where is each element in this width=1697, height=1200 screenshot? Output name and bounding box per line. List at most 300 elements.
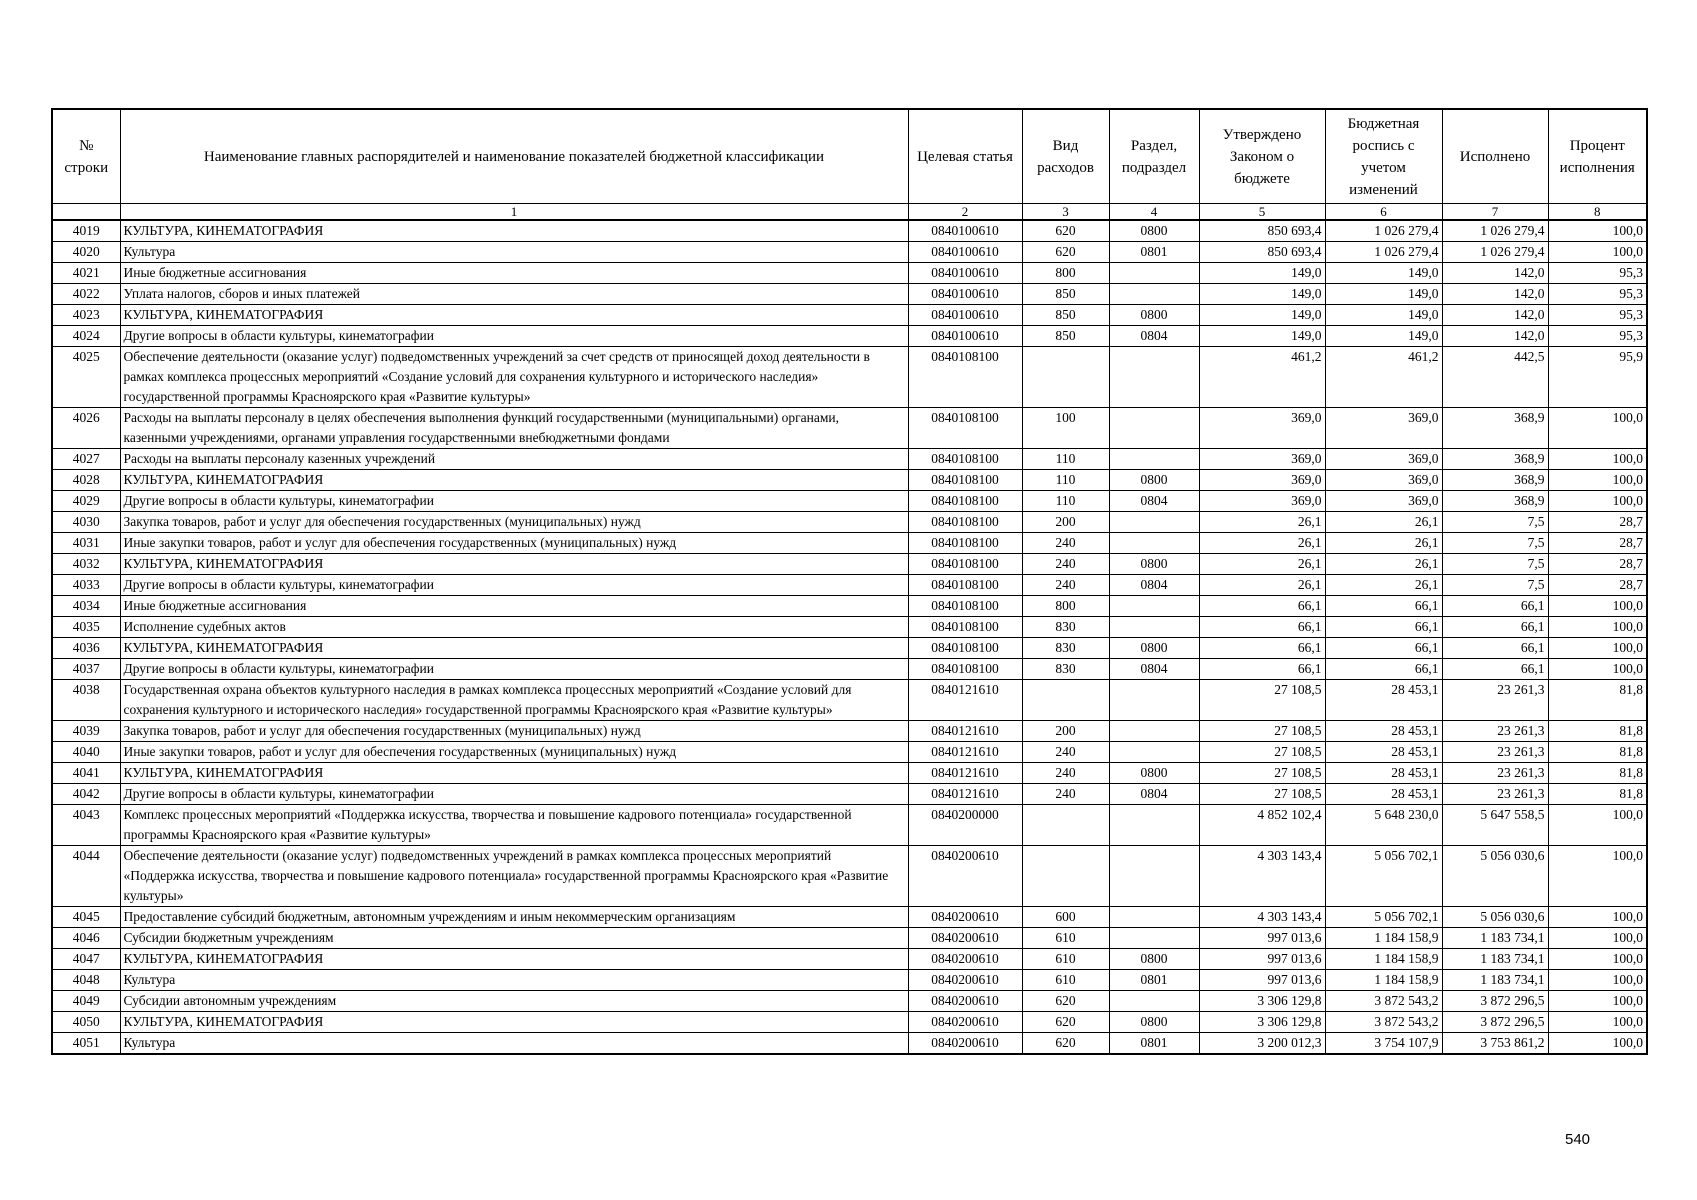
approved-amount-cell: 149,0 [1199,284,1325,305]
target-article-cell: 0840121610 [908,742,1022,763]
target-article-cell: 0840200610 [908,928,1022,949]
row-name-cell: КУЛЬТУРА, КИНЕМАТОГРАФИЯ [120,949,908,970]
table-header-row [52,109,1647,204]
approved-amount-cell: 3 200 012,3 [1199,1033,1325,1055]
expense-type-cell: 800 [1022,263,1109,284]
target-article-cell: 0840121610 [908,784,1022,805]
execution-percent-cell: 81,8 [1548,784,1647,805]
section-cell [1109,596,1199,617]
table-row [52,638,1647,659]
section-cell [1109,742,1199,763]
execution-percent-cell: 100,0 [1548,846,1647,907]
row-name-cell: Обеспечение деятельности (оказание услуг) подведомственных учреждений в рамках комплекса процессных мероприятий «Поддержка искусства, творчества и повышение кадрового потенциала» государственной программы Красноярского края «Развитие культуры» [120,846,908,907]
budget-schedule-cell: 369,0 [1325,408,1442,449]
budget-schedule-cell: 66,1 [1325,659,1442,680]
table-body [52,220,1647,1054]
row-name-cell: Исполнение судебных актов [120,617,908,638]
table-row [52,617,1647,638]
column-number-cell: 6 [1325,204,1442,221]
table-row [52,470,1647,491]
header-cell: Утверждено Законом о бюджете [1199,109,1325,204]
approved-amount-cell: 997 013,6 [1199,928,1325,949]
approved-amount-cell: 369,0 [1199,408,1325,449]
expense-type-cell: 110 [1022,470,1109,491]
row-name-cell: Субсидии автономным учреждениям [120,991,908,1012]
row-number-cell: 4047 [52,949,120,970]
execution-percent-cell: 100,0 [1548,638,1647,659]
executed-amount-cell: 3 753 861,2 [1442,1033,1548,1055]
column-number-cell: 4 [1109,204,1199,221]
executed-amount-cell: 7,5 [1442,575,1548,596]
row-number-cell: 4048 [52,970,120,991]
table-row [52,326,1647,347]
header-cell: Вид расходов [1022,109,1109,204]
budget-schedule-cell: 28 453,1 [1325,763,1442,784]
executed-amount-cell: 7,5 [1442,533,1548,554]
expense-type-cell: 110 [1022,449,1109,470]
budget-schedule-cell: 26,1 [1325,512,1442,533]
table-row [52,784,1647,805]
row-name-cell: Другие вопросы в области культуры, кинематографии [120,326,908,347]
row-name-cell: Субсидии бюджетным учреждениям [120,928,908,949]
row-name-cell: Уплата налогов, сборов и иных платежей [120,284,908,305]
execution-percent-cell: 100,0 [1548,991,1647,1012]
row-name-cell: Другие вопросы в области культуры, кинематографии [120,784,908,805]
row-name-cell: Иные закупки товаров, работ и услуг для обеспечения государственных (муниципальных) нужд [120,533,908,554]
expense-type-cell: 620 [1022,1012,1109,1033]
executed-amount-cell: 23 261,3 [1442,680,1548,721]
table-row [52,742,1647,763]
row-name-cell: Обеспечение деятельности (оказание услуг) подведомственных учреждений за счет средств от приносящей доход деятельности в рамках комплекса процессных мероприятий «Создание условий для сохранения культурного и исторического наследия» государственной программы Красноярского края «Развитие культуры» [120,347,908,408]
budget-schedule-cell: 66,1 [1325,638,1442,659]
budget-schedule-cell: 5 648 230,0 [1325,805,1442,846]
row-name-cell: Другие вопросы в области культуры, кинематографии [120,491,908,512]
expense-type-cell: 240 [1022,533,1109,554]
approved-amount-cell: 997 013,6 [1199,949,1325,970]
table-row [52,949,1647,970]
approved-amount-cell: 369,0 [1199,449,1325,470]
target-article-cell: 0840200610 [908,1012,1022,1033]
executed-amount-cell: 442,5 [1442,347,1548,408]
expense-type-cell: 620 [1022,242,1109,263]
row-number-cell: 4044 [52,846,120,907]
executed-amount-cell: 5 056 030,6 [1442,907,1548,928]
header-cell: № строки [52,109,120,204]
row-number-cell: 4028 [52,470,120,491]
executed-amount-cell: 5 056 030,6 [1442,846,1548,907]
row-number-cell: 4042 [52,784,120,805]
executed-amount-cell: 368,9 [1442,408,1548,449]
section-cell [1109,805,1199,846]
section-cell [1109,263,1199,284]
row-number-cell: 4021 [52,263,120,284]
target-article-cell: 0840108100 [908,596,1022,617]
section-cell: 0804 [1109,491,1199,512]
executed-amount-cell: 5 647 558,5 [1442,805,1548,846]
row-number-cell: 4036 [52,638,120,659]
execution-percent-cell: 100,0 [1548,1033,1647,1055]
approved-amount-cell: 4 303 143,4 [1199,907,1325,928]
expense-type-cell: 850 [1022,305,1109,326]
target-article-cell: 0840108100 [908,659,1022,680]
execution-percent-cell: 28,7 [1548,533,1647,554]
row-name-cell: Закупка товаров, работ и услуг для обеспечения государственных (муниципальных) нужд [120,721,908,742]
execution-percent-cell: 81,8 [1548,742,1647,763]
expense-type-cell: 830 [1022,638,1109,659]
expense-type-cell: 610 [1022,970,1109,991]
table-row [52,512,1647,533]
section-cell [1109,408,1199,449]
executed-amount-cell: 66,1 [1442,617,1548,638]
target-article-cell: 0840108100 [908,533,1022,554]
budget-schedule-cell: 149,0 [1325,305,1442,326]
table-row [52,970,1647,991]
budget-schedule-cell: 369,0 [1325,470,1442,491]
budget-schedule-cell: 1 184 158,9 [1325,970,1442,991]
row-number-cell: 4035 [52,617,120,638]
execution-percent-cell: 100,0 [1548,928,1647,949]
target-article-cell: 0840121610 [908,680,1022,721]
target-article-cell: 0840200610 [908,949,1022,970]
section-cell: 0801 [1109,242,1199,263]
target-article-cell: 0840200610 [908,991,1022,1012]
header-cell: Процент исполнения [1548,109,1647,204]
section-cell: 0800 [1109,305,1199,326]
section-cell [1109,991,1199,1012]
table-row [52,533,1647,554]
budget-table [51,108,1648,1055]
table-row [52,763,1647,784]
execution-percent-cell: 95,9 [1548,347,1647,408]
column-number-cell: 7 [1442,204,1548,221]
execution-percent-cell: 81,8 [1548,763,1647,784]
target-article-cell: 0840108100 [908,638,1022,659]
section-cell: 0804 [1109,659,1199,680]
execution-percent-cell: 100,0 [1548,596,1647,617]
section-cell: 0804 [1109,784,1199,805]
table-row [52,805,1647,846]
row-name-cell: Другие вопросы в области культуры, кинематографии [120,575,908,596]
approved-amount-cell: 27 108,5 [1199,721,1325,742]
budget-schedule-cell: 5 056 702,1 [1325,907,1442,928]
row-number-cell: 4040 [52,742,120,763]
expense-type-cell: 200 [1022,512,1109,533]
section-cell: 0801 [1109,970,1199,991]
table-row [52,721,1647,742]
approved-amount-cell: 66,1 [1199,659,1325,680]
table-row [52,596,1647,617]
section-cell [1109,512,1199,533]
execution-percent-cell: 100,0 [1548,491,1647,512]
row-name-cell: КУЛЬТУРА, КИНЕМАТОГРАФИЯ [120,470,908,491]
target-article-cell: 0840108100 [908,512,1022,533]
row-name-cell: Закупка товаров, работ и услуг для обеспечения государственных (муниципальных) нужд [120,512,908,533]
table-row [52,284,1647,305]
executed-amount-cell: 368,9 [1442,491,1548,512]
table-row [52,347,1647,408]
execution-percent-cell: 100,0 [1548,449,1647,470]
approved-amount-cell: 461,2 [1199,347,1325,408]
row-number-cell: 4019 [52,220,120,242]
expense-type-cell: 830 [1022,659,1109,680]
approved-amount-cell: 3 306 129,8 [1199,1012,1325,1033]
expense-type-cell: 600 [1022,907,1109,928]
row-name-cell: Культура [120,242,908,263]
approved-amount-cell: 4 852 102,4 [1199,805,1325,846]
approved-amount-cell: 149,0 [1199,263,1325,284]
section-cell [1109,347,1199,408]
approved-amount-cell: 26,1 [1199,512,1325,533]
execution-percent-cell: 100,0 [1548,1012,1647,1033]
approved-amount-cell: 997 013,6 [1199,970,1325,991]
header-cell: Раздел, подраздел [1109,109,1199,204]
expense-type-cell: 850 [1022,326,1109,347]
expense-type-cell: 620 [1022,1033,1109,1055]
executed-amount-cell: 66,1 [1442,596,1548,617]
column-number-cell: 3 [1022,204,1109,221]
row-number-cell: 4039 [52,721,120,742]
budget-schedule-cell: 26,1 [1325,575,1442,596]
expense-type-cell [1022,347,1109,408]
header-cell: Исполнено [1442,109,1548,204]
table-row [52,680,1647,721]
approved-amount-cell: 149,0 [1199,326,1325,347]
expense-type-cell [1022,805,1109,846]
row-number-cell: 4033 [52,575,120,596]
executed-amount-cell: 142,0 [1442,284,1548,305]
executed-amount-cell: 1 026 279,4 [1442,220,1548,242]
target-article-cell: 0840108100 [908,347,1022,408]
row-number-cell: 4023 [52,305,120,326]
row-number-cell: 4020 [52,242,120,263]
row-number-cell: 4024 [52,326,120,347]
table-row [52,263,1647,284]
executed-amount-cell: 23 261,3 [1442,784,1548,805]
executed-amount-cell: 23 261,3 [1442,721,1548,742]
budget-schedule-cell: 369,0 [1325,491,1442,512]
expense-type-cell [1022,680,1109,721]
execution-percent-cell: 95,3 [1548,263,1647,284]
row-number-cell: 4037 [52,659,120,680]
row-number-cell: 4046 [52,928,120,949]
section-cell: 0800 [1109,1012,1199,1033]
execution-percent-cell: 100,0 [1548,242,1647,263]
execution-percent-cell: 100,0 [1548,970,1647,991]
expense-type-cell: 620 [1022,991,1109,1012]
approved-amount-cell: 369,0 [1199,491,1325,512]
section-cell: 0801 [1109,1033,1199,1055]
table-row [52,491,1647,512]
section-cell [1109,846,1199,907]
expense-type-cell: 800 [1022,596,1109,617]
budget-schedule-cell: 1 026 279,4 [1325,220,1442,242]
approved-amount-cell: 27 108,5 [1199,680,1325,721]
approved-amount-cell: 369,0 [1199,470,1325,491]
row-name-cell: Культура [120,1033,908,1055]
execution-percent-cell: 28,7 [1548,554,1647,575]
column-number-cell [52,204,120,221]
target-article-cell: 0840200610 [908,907,1022,928]
row-number-cell: 4025 [52,347,120,408]
table-row [52,220,1647,242]
row-name-cell: Иные бюджетные ассигнования [120,596,908,617]
column-number-cell: 2 [908,204,1022,221]
budget-schedule-cell: 369,0 [1325,449,1442,470]
row-number-cell: 4029 [52,491,120,512]
executed-amount-cell: 142,0 [1442,305,1548,326]
section-cell [1109,680,1199,721]
execution-percent-cell: 95,3 [1548,305,1647,326]
target-article-cell: 0840108100 [908,617,1022,638]
target-article-cell: 0840108100 [908,554,1022,575]
execution-percent-cell: 100,0 [1548,805,1647,846]
expense-type-cell: 100 [1022,408,1109,449]
execution-percent-cell: 95,3 [1548,326,1647,347]
expense-type-cell: 240 [1022,763,1109,784]
expense-type-cell: 610 [1022,949,1109,970]
section-cell [1109,284,1199,305]
row-name-cell: КУЛЬТУРА, КИНЕМАТОГРАФИЯ [120,220,908,242]
approved-amount-cell: 66,1 [1199,617,1325,638]
approved-amount-cell: 27 108,5 [1199,742,1325,763]
section-cell: 0800 [1109,220,1199,242]
budget-schedule-cell: 3 754 107,9 [1325,1033,1442,1055]
header-cell: Целевая статья [908,109,1022,204]
executed-amount-cell: 368,9 [1442,470,1548,491]
table-row [52,242,1647,263]
target-article-cell: 0840108100 [908,408,1022,449]
expense-type-cell: 200 [1022,721,1109,742]
executed-amount-cell: 66,1 [1442,638,1548,659]
section-cell: 0804 [1109,326,1199,347]
target-article-cell: 0840100610 [908,220,1022,242]
target-article-cell: 0840108100 [908,470,1022,491]
target-article-cell: 0840100610 [908,242,1022,263]
execution-percent-cell: 100,0 [1548,617,1647,638]
target-article-cell: 0840200000 [908,805,1022,846]
table-row [52,907,1647,928]
executed-amount-cell: 3 872 296,5 [1442,991,1548,1012]
column-number-row [52,204,1647,221]
budget-schedule-cell: 149,0 [1325,284,1442,305]
row-number-cell: 4045 [52,907,120,928]
row-name-cell: Предоставление субсидий бюджетным, автономным учреждениям и иным некоммерческим организациям [120,907,908,928]
table-row [52,1012,1647,1033]
target-article-cell: 0840100610 [908,326,1022,347]
page-number: 540 [1565,1131,1591,1148]
target-article-cell: 0840121610 [908,763,1022,784]
header-cell: Наименование главных распорядителей и наименование показателей бюджетной классификации [120,109,908,204]
row-name-cell: Комплекс процессных мероприятий «Поддержка искусства, творчества и повышение кадрового потенциала» государственной программы Красноярского края «Развитие культуры» [120,805,908,846]
target-article-cell: 0840100610 [908,263,1022,284]
row-number-cell: 4026 [52,408,120,449]
section-cell: 0800 [1109,638,1199,659]
executed-amount-cell: 7,5 [1442,512,1548,533]
execution-percent-cell: 28,7 [1548,575,1647,596]
target-article-cell: 0840200610 [908,846,1022,907]
execution-percent-cell: 100,0 [1548,659,1647,680]
approved-amount-cell: 26,1 [1199,575,1325,596]
table-row [52,554,1647,575]
budget-schedule-cell: 3 872 543,2 [1325,1012,1442,1033]
target-article-cell: 0840108100 [908,491,1022,512]
executed-amount-cell: 368,9 [1442,449,1548,470]
execution-percent-cell: 81,8 [1548,680,1647,721]
target-article-cell: 0840108100 [908,575,1022,596]
row-name-cell: КУЛЬТУРА, КИНЕМАТОГРАФИЯ [120,305,908,326]
expense-type-cell: 240 [1022,554,1109,575]
executed-amount-cell: 66,1 [1442,659,1548,680]
execution-percent-cell: 100,0 [1548,408,1647,449]
expense-type-cell: 240 [1022,742,1109,763]
executed-amount-cell: 142,0 [1442,326,1548,347]
column-number-cell: 1 [120,204,908,221]
executed-amount-cell: 1 026 279,4 [1442,242,1548,263]
execution-percent-cell: 28,7 [1548,512,1647,533]
execution-percent-cell: 100,0 [1548,470,1647,491]
approved-amount-cell: 149,0 [1199,305,1325,326]
table-row [52,1033,1647,1055]
table-row [52,928,1647,949]
executed-amount-cell: 1 183 734,1 [1442,970,1548,991]
row-name-cell: Расходы на выплаты персоналу в целях обеспечения выполнения функций государственными (муниципальными) органами, казенными учреждениями, органами управления государственными внебюджетными фондами [120,408,908,449]
budget-schedule-cell: 1 184 158,9 [1325,928,1442,949]
section-cell: 0800 [1109,763,1199,784]
budget-schedule-cell: 28 453,1 [1325,680,1442,721]
section-cell [1109,449,1199,470]
section-cell [1109,928,1199,949]
budget-schedule-cell: 28 453,1 [1325,721,1442,742]
budget-schedule-cell: 26,1 [1325,554,1442,575]
table-row [52,846,1647,907]
approved-amount-cell: 66,1 [1199,638,1325,659]
budget-schedule-cell: 149,0 [1325,326,1442,347]
row-number-cell: 4034 [52,596,120,617]
table-row [52,991,1647,1012]
approved-amount-cell: 26,1 [1199,533,1325,554]
target-article-cell: 0840108100 [908,449,1022,470]
column-number-cell: 8 [1548,204,1647,221]
budget-schedule-cell: 461,2 [1325,347,1442,408]
budget-schedule-cell: 1 184 158,9 [1325,949,1442,970]
budget-schedule-cell: 1 026 279,4 [1325,242,1442,263]
target-article-cell: 0840121610 [908,721,1022,742]
row-number-cell: 4032 [52,554,120,575]
section-cell: 0800 [1109,554,1199,575]
target-article-cell: 0840100610 [908,284,1022,305]
row-number-cell: 4041 [52,763,120,784]
target-article-cell: 0840100610 [908,305,1022,326]
target-article-cell: 0840200610 [908,970,1022,991]
expense-type-cell: 240 [1022,784,1109,805]
execution-percent-cell: 100,0 [1548,220,1647,242]
approved-amount-cell: 850 693,4 [1199,242,1325,263]
row-name-cell: КУЛЬТУРА, КИНЕМАТОГРАФИЯ [120,763,908,784]
executed-amount-cell: 1 183 734,1 [1442,949,1548,970]
row-number-cell: 4051 [52,1033,120,1055]
approved-amount-cell: 850 693,4 [1199,220,1325,242]
table-row [52,449,1647,470]
table-row [52,408,1647,449]
row-name-cell: Государственная охрана объектов культурного наследия в рамках комплекса процессных мероприятий «Создание условий для сохранения культурного и исторического наследия» государственной программы Красноярского края «Развитие культуры» [120,680,908,721]
row-number-cell: 4050 [52,1012,120,1033]
section-cell [1109,617,1199,638]
budget-schedule-cell: 28 453,1 [1325,784,1442,805]
executed-amount-cell: 7,5 [1442,554,1548,575]
expense-type-cell: 610 [1022,928,1109,949]
expense-type-cell: 110 [1022,491,1109,512]
target-article-cell: 0840200610 [908,1033,1022,1055]
